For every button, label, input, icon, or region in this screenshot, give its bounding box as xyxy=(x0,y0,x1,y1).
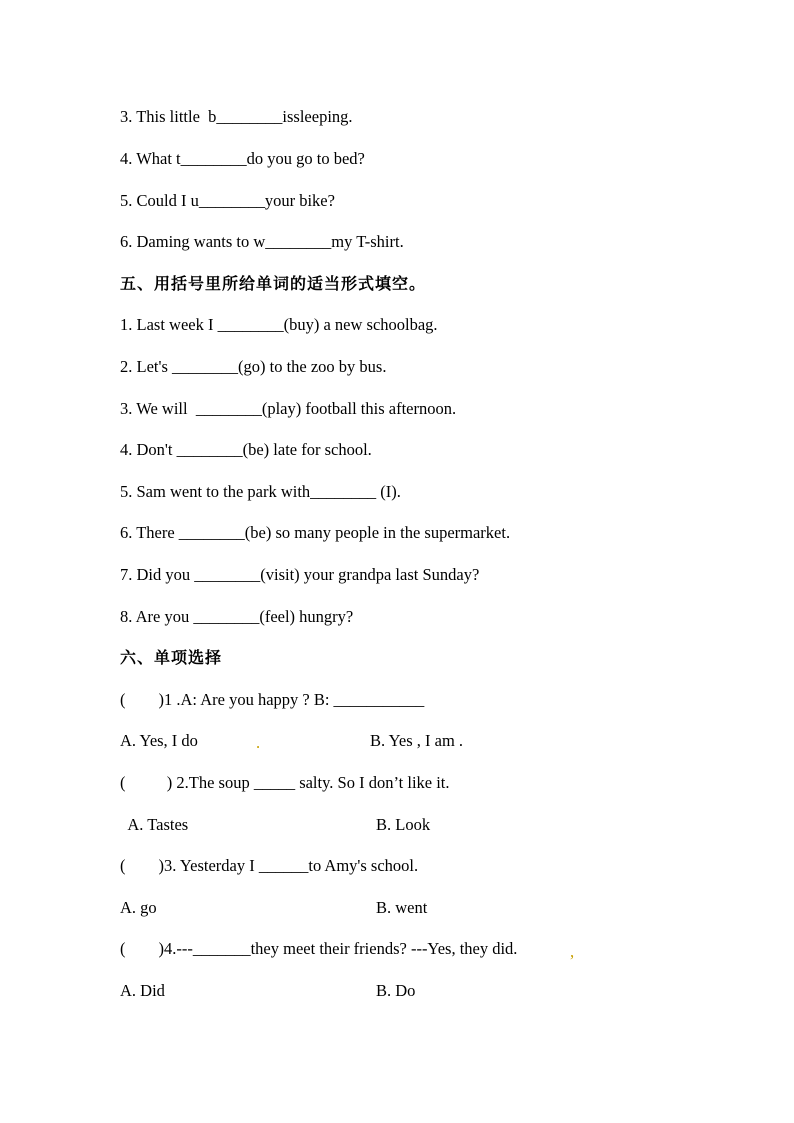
stray-mark: . xyxy=(256,733,261,752)
exercise-item: 2. Let's ________(go) to the zoo by bus. xyxy=(120,357,387,376)
exercise-item: 5. Could I u________your bike? xyxy=(120,191,335,210)
exercise-item: 4. What t________do you go to bed? xyxy=(120,149,365,168)
option-b: B. went xyxy=(376,898,428,917)
exercise-item: 5. Sam went to the park with________ (I). xyxy=(120,482,401,501)
section-heading: 五、用括号里所给单词的适当形式填空。 xyxy=(120,274,427,293)
option-b: B. Do xyxy=(376,981,416,1000)
exercise-item: 6. Daming wants to w________my T-shirt. xyxy=(120,232,404,251)
stray-mark: , xyxy=(570,942,575,961)
exercise-item: 3. This little b________issleeping. xyxy=(120,107,353,126)
question-stem: ( )3. Yesterday I ______to Amy's school. xyxy=(120,856,419,875)
exercise-item: 6. There ________(be) so many people in the supermarket. xyxy=(120,523,511,542)
exercise-item: 7. Did you ________(visit) your grandpa last Sunday? xyxy=(120,565,480,584)
question-stem: ( )1 .A: Are you happy ? B: ___________ xyxy=(120,690,425,709)
exercise-item: 4. Don't ________(be) late for school. xyxy=(120,440,372,459)
question-stem: ( )4.---_______they meet their friends? ---Yes, they did. xyxy=(120,939,518,958)
option-b: B. Look xyxy=(376,815,431,834)
option-b: B. Yes , I am . xyxy=(370,731,464,750)
option-a: A. go xyxy=(120,898,157,917)
exercise-item: 3. We will ________(play) football this afternoon. xyxy=(120,399,457,418)
exercise-item: 1. Last week I ________(buy) a new schoolbag. xyxy=(120,315,438,334)
exercise-item: 8. Are you ________(feel) hungry? xyxy=(120,607,354,626)
option-a: A. Tastes xyxy=(120,815,189,834)
option-a: A. Yes, I do xyxy=(120,731,198,750)
question-stem: ( ) 2.The soup _____ salty. So I don’t like it. xyxy=(120,773,450,792)
option-a: A. Did xyxy=(120,981,165,1000)
section-heading: 六、单项选择 xyxy=(120,648,223,667)
